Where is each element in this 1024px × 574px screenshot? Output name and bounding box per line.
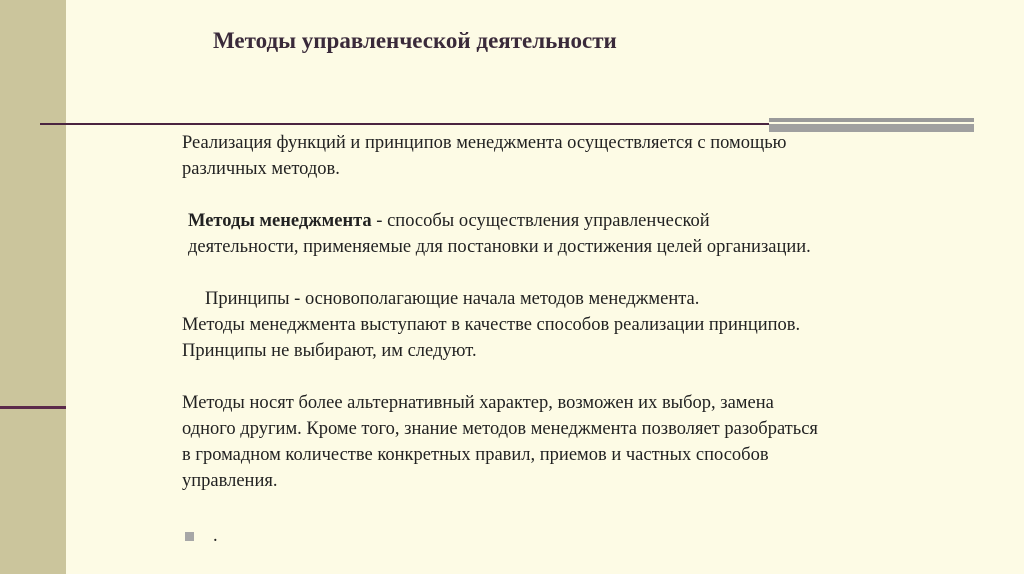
bullet-text: . bbox=[213, 525, 218, 546]
left-bar-accent-line bbox=[0, 406, 66, 409]
paragraph-principles-line: Принципы - основополагающие начала методов менеджмента. bbox=[205, 289, 700, 309]
paragraph-methods-definition bbox=[182, 208, 822, 260]
slide-body bbox=[182, 130, 822, 494]
paragraph-alternatives: Методы носят более альтернативный характер, возможен их выбор, замена одного другим. Кроме того, знание методов менеджмента позволяет разобраться в громадном количестве конкретных правил, приемов и частных способов управления. bbox=[182, 393, 818, 491]
paragraph-gap bbox=[182, 182, 822, 208]
paragraph-intro: Реализация функций и принципов менеджмента осуществляется с помощью различных методов. bbox=[182, 133, 787, 179]
paragraph-principles-rest: Методы менеджмента выступают в качестве способов реализации принципов. Принципы не выбирают, им следуют. bbox=[182, 315, 801, 361]
paragraph-gap bbox=[182, 364, 822, 390]
bullet-item bbox=[185, 523, 218, 549]
term-methods-of-management: Методы менеджмента bbox=[188, 211, 372, 231]
title-divider-line bbox=[40, 123, 770, 125]
slide-title: Методы управленческой деятельности bbox=[213, 28, 617, 53]
square-bullet-icon bbox=[185, 532, 194, 541]
left-decorative-bar bbox=[0, 0, 66, 574]
methods-definition-text: - способы осуществления управленческой деятельности, применяемые для постановки и достижения целей организации. bbox=[188, 211, 811, 257]
paragraph-gap bbox=[182, 260, 822, 286]
